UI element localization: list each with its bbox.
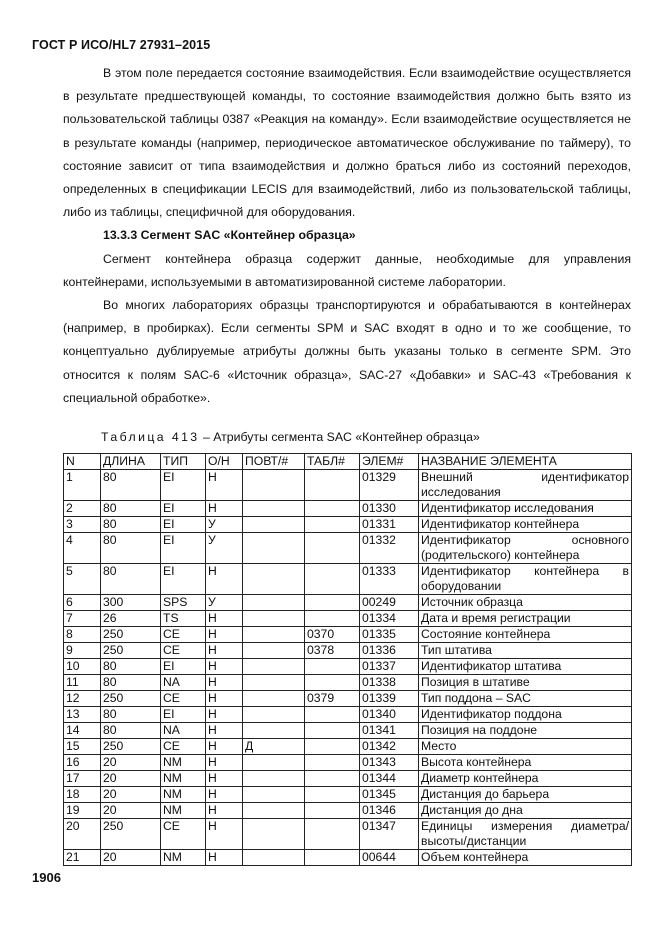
table-cell [305, 595, 360, 611]
table-cell: 300 [101, 595, 161, 611]
table-row [64, 803, 632, 819]
table-cell: Идентификатор контейнера в оборудовании [419, 564, 632, 595]
table-cell: 01344 [360, 771, 419, 787]
table-cell: Источник образца [419, 595, 632, 611]
table-cell: Высота контейнера [419, 755, 632, 771]
table-cell: Н [206, 470, 243, 501]
table-cell: 01345 [360, 787, 419, 803]
table-cell: 5 [64, 564, 101, 595]
table-cell: 15 [64, 739, 101, 755]
table-cell: 01336 [360, 643, 419, 659]
table-cell: 0378 [305, 643, 360, 659]
table-row [64, 850, 632, 866]
table-cell: 01339 [360, 691, 419, 707]
table-cell: 01341 [360, 723, 419, 739]
table-cell [305, 787, 360, 803]
table-row [64, 723, 632, 739]
table-cell: Н [206, 675, 243, 691]
table-cell: Тип поддона – SAC [419, 691, 632, 707]
table-cell: Диаметр контейнера [419, 771, 632, 787]
table-cell: 20 [101, 755, 161, 771]
table-cell [243, 627, 305, 643]
table-row [64, 564, 632, 595]
table-cell: Место [419, 739, 632, 755]
table-row [64, 643, 632, 659]
table-cell: NM [161, 787, 206, 803]
table-cell: 8 [64, 627, 101, 643]
table-cell: 20 [101, 771, 161, 787]
column-header: О/Н [206, 454, 243, 470]
table-cell: Н [206, 691, 243, 707]
table-cell: Единицы измерения диаметра/высоты/дистанции [419, 819, 632, 850]
table-cell: У [206, 533, 243, 564]
table-cell: 14 [64, 723, 101, 739]
table-cell [305, 739, 360, 755]
table-cell: Н [206, 803, 243, 819]
table-cell: Д [243, 739, 305, 755]
column-header: ЭЛЕМ# [360, 454, 419, 470]
table-cell: NM [161, 850, 206, 866]
table-caption-label: Таблица 413 [101, 430, 200, 444]
table-cell: 250 [101, 643, 161, 659]
table-header-row [64, 454, 632, 470]
table-cell: Н [206, 564, 243, 595]
table-cell [243, 803, 305, 819]
table-cell: 12 [64, 691, 101, 707]
table-cell [243, 755, 305, 771]
table-cell [243, 564, 305, 595]
table-cell: EI [161, 517, 206, 533]
table-cell: 3 [64, 517, 101, 533]
column-header: ТИП [161, 454, 206, 470]
table-cell: 6 [64, 595, 101, 611]
table-cell: NA [161, 723, 206, 739]
table-row [64, 755, 632, 771]
table-cell: EI [161, 564, 206, 595]
table-cell [305, 819, 360, 850]
table-caption-text: – Атрибуты сегмента SAC «Контейнер образца» [199, 430, 480, 444]
table-cell [305, 611, 360, 627]
table-cell [243, 707, 305, 723]
table-cell: 80 [101, 723, 161, 739]
table-cell: 01335 [360, 627, 419, 643]
table-cell: 16 [64, 755, 101, 771]
table-row [64, 707, 632, 723]
table-cell: NM [161, 755, 206, 771]
table-cell: Н [206, 723, 243, 739]
table-cell: У [206, 517, 243, 533]
column-header: ПОВТ/# [243, 454, 305, 470]
table-cell: 80 [101, 501, 161, 517]
table-cell: 00249 [360, 595, 419, 611]
table-cell [305, 755, 360, 771]
table-cell: CE [161, 739, 206, 755]
table-cell [243, 771, 305, 787]
table-cell [243, 723, 305, 739]
table-cell: 01346 [360, 803, 419, 819]
table-row [64, 819, 632, 850]
table-cell [243, 691, 305, 707]
table-cell: 01329 [360, 470, 419, 501]
table-cell: У [206, 595, 243, 611]
table-cell: 13 [64, 707, 101, 723]
table-cell: Дата и время регистрации [419, 611, 632, 627]
table-cell: 4 [64, 533, 101, 564]
table-cell: Н [206, 643, 243, 659]
table-cell [243, 850, 305, 866]
table-cell: 01334 [360, 611, 419, 627]
table-cell: 01337 [360, 659, 419, 675]
column-header: ДЛИНА [101, 454, 161, 470]
table-cell: 250 [101, 819, 161, 850]
table-cell: EI [161, 659, 206, 675]
table-cell: CE [161, 819, 206, 850]
table-row [64, 627, 632, 643]
table-cell: Объем контейнера [419, 850, 632, 866]
table-cell: Идентификатор контейнера [419, 517, 632, 533]
table-cell [243, 595, 305, 611]
paragraph-segment-description: Сегмент контейнера образца содержит данные, необходимые для управления контейнерами, используемыми в автоматизированной системе лаборатории. [63, 251, 631, 289]
table-cell: Позиция в штативе [419, 675, 632, 691]
table-cell: Н [206, 611, 243, 627]
table-cell: 01338 [360, 675, 419, 691]
table-cell [305, 707, 360, 723]
table-cell: 18 [64, 787, 101, 803]
table-cell: 80 [101, 533, 161, 564]
table-cell: 26 [101, 611, 161, 627]
table-cell: 01333 [360, 564, 419, 595]
table-cell: Дистанция до дна [419, 803, 632, 819]
document-header: ГОСТ Р ИСО/HL7 27931–2015 [32, 38, 211, 52]
table-cell [305, 675, 360, 691]
table-cell: Состояние контейнера [419, 627, 632, 643]
table-cell [305, 723, 360, 739]
table-cell: EI [161, 533, 206, 564]
table-cell: 01332 [360, 533, 419, 564]
table-cell [243, 819, 305, 850]
table-cell: EI [161, 707, 206, 723]
table-body [64, 470, 632, 866]
table-cell [305, 517, 360, 533]
table-cell: Н [206, 501, 243, 517]
table-cell: 0379 [305, 691, 360, 707]
table-cell: 01342 [360, 739, 419, 755]
table-row [64, 517, 632, 533]
table-cell: 01340 [360, 707, 419, 723]
table-cell [243, 787, 305, 803]
table-cell: 80 [101, 564, 161, 595]
attributes-table [63, 453, 632, 866]
table-cell: 01347 [360, 819, 419, 850]
column-header: N [64, 454, 101, 470]
page-number: 1906 [32, 870, 61, 885]
paragraph-interaction-state: В этом поле передается состояние взаимодействия. Если взаимодействие осуществляется в результате предшествующей команды, то состояние взаимодействия должно быть взято из пользовательской таблицы 0387 «Реакция на команду». Если взаимодействие осуществляется не в результате команды (например, периодическое автоматическое обслуживание по таймеру), то состояние зависит от типа взаимодействия и должно браться либо из состояний переходов, определенных в спецификации LECIS для взаимодействий, либо из пользовательской таблицы, либо из таблицы, специфичной для оборудования. [63, 66, 631, 220]
table-cell: Н [206, 627, 243, 643]
table-cell [243, 659, 305, 675]
table-cell: Н [206, 739, 243, 755]
table-cell: 2 [64, 501, 101, 517]
table-cell: 250 [101, 691, 161, 707]
table-row [64, 787, 632, 803]
table-cell: TS [161, 611, 206, 627]
table-cell: NM [161, 803, 206, 819]
table-cell: Тип штатива [419, 643, 632, 659]
table-cell [243, 501, 305, 517]
table-cell [243, 643, 305, 659]
section-heading: 13.3.3 Сегмент SAC «Контейнер образца» [103, 228, 356, 243]
table-cell: Н [206, 850, 243, 866]
table-cell [305, 803, 360, 819]
table-cell: 20 [101, 803, 161, 819]
table-cell: 20 [101, 850, 161, 866]
table-cell: 20 [101, 787, 161, 803]
table-cell: EI [161, 470, 206, 501]
table-cell: Дистанция до барьера [419, 787, 632, 803]
table-row [64, 595, 632, 611]
table-cell [305, 850, 360, 866]
table-row [64, 691, 632, 707]
table-cell: 19 [64, 803, 101, 819]
table-cell: 01343 [360, 755, 419, 771]
table-cell: Н [206, 787, 243, 803]
table-cell [243, 533, 305, 564]
column-header: ТАБЛ# [305, 454, 360, 470]
column-header: НАЗВАНИЕ ЭЛЕМЕНТА [419, 454, 632, 470]
table-cell: 1 [64, 470, 101, 501]
table-cell [243, 611, 305, 627]
table-cell: 11 [64, 675, 101, 691]
table-cell: 01331 [360, 517, 419, 533]
table-cell: Н [206, 771, 243, 787]
table-cell: 250 [101, 627, 161, 643]
table-cell: 7 [64, 611, 101, 627]
table-row [64, 470, 632, 501]
table-cell: Идентификатор исследования [419, 501, 632, 517]
table-row [64, 675, 632, 691]
table-cell: 80 [101, 675, 161, 691]
table-cell [305, 771, 360, 787]
table-cell: NA [161, 675, 206, 691]
paragraph-containers-note: Во многих лабораториях образцы транспортируются и обрабатываются в контейнерах (например, в пробирках). Если сегменты SPM и SAC входят в одно и то же сообщение, то концептуально дублируемые атрибуты должны быть указаны только в сегменте SPM. Это относится к полям SAC-6 «Источник образца», SAC-27 «Добавки» и SAC-43 «Требования к специальной обработке». [63, 298, 631, 405]
body-text [63, 62, 631, 410]
table-cell: 01330 [360, 501, 419, 517]
table-row [64, 771, 632, 787]
table-cell [243, 517, 305, 533]
table-cell: Н [206, 707, 243, 723]
table-cell [305, 564, 360, 595]
table-cell: 250 [101, 739, 161, 755]
table-row [64, 739, 632, 755]
table-cell: Идентификатор штатива [419, 659, 632, 675]
table-cell: Н [206, 819, 243, 850]
table-cell [243, 470, 305, 501]
table-cell [243, 675, 305, 691]
table-cell [305, 659, 360, 675]
table-cell: Идентификатор поддона [419, 707, 632, 723]
table-cell: CE [161, 643, 206, 659]
table-cell [305, 501, 360, 517]
table-cell: Н [206, 755, 243, 771]
table-cell: CE [161, 627, 206, 643]
table-cell: 80 [101, 470, 161, 501]
table-cell: NM [161, 771, 206, 787]
table-cell: SPS [161, 595, 206, 611]
table-cell: 10 [64, 659, 101, 675]
table-cell: Н [206, 659, 243, 675]
table-cell: 00644 [360, 850, 419, 866]
table-cell: Позиция на поддоне [419, 723, 632, 739]
table-cell: Идентификатор основного (родительского) контейнера [419, 533, 632, 564]
table-cell: 80 [101, 517, 161, 533]
table-cell: 80 [101, 707, 161, 723]
table-cell: 0370 [305, 627, 360, 643]
table-cell: 80 [101, 659, 161, 675]
table-cell [305, 470, 360, 501]
table-cell [305, 533, 360, 564]
table-caption [101, 430, 480, 444]
table-row [64, 501, 632, 517]
table-cell: 9 [64, 643, 101, 659]
table-cell: CE [161, 691, 206, 707]
table-row [64, 659, 632, 675]
table-cell: Внешний идентификатор исследования [419, 470, 632, 501]
table-cell: 21 [64, 850, 101, 866]
table-cell: 17 [64, 771, 101, 787]
table-cell: 20 [64, 819, 101, 850]
table-cell: EI [161, 501, 206, 517]
table-row [64, 533, 632, 564]
table-row [64, 611, 632, 627]
